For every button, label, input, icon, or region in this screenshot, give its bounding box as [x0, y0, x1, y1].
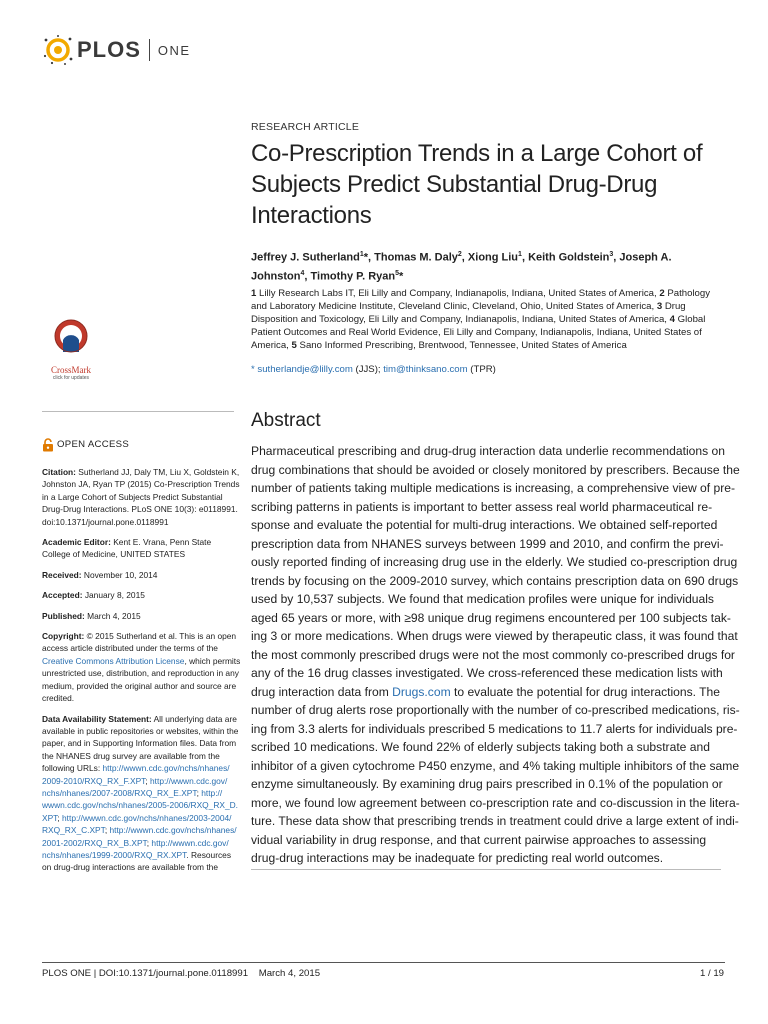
inline-link[interactable]: http://wwwn.cdc.gov/ [151, 837, 229, 848]
sidebar-line: nchs/nhanes/1999-2000/RXQ_RX.XPT. Resources [42, 849, 232, 860]
affiliation-number: 1 [251, 288, 257, 299]
author-name[interactable]: Timothy P. Ryan [310, 270, 396, 283]
sidebar-line: unrestricted use, distribution, and reproduction in any [42, 668, 239, 679]
sidebar-line: on drug-drug interactions are available from the [42, 862, 218, 873]
citation-label: Citation: [42, 467, 76, 477]
sidebar-line: medium, provided the original author and source are [42, 680, 237, 691]
published-value: March 4, 2015 [87, 610, 141, 621]
received-value: November 10, 2014 [83, 569, 158, 580]
corresponding-marker: * [399, 270, 404, 283]
footer-citation: PLOS ONE | DOI:10.1371/journal.pone.0118991 March 4, 2015 [42, 968, 321, 979]
citation-block [42, 466, 240, 528]
affiliation-number: 1 [518, 251, 522, 258]
author-name[interactable]: Jeffrey J. Sutherland [251, 251, 360, 264]
inline-link[interactable]: http://wwwn.cdc.gov/nchs/nhanes/2003-2004/ [62, 812, 232, 823]
affiliation-text: Lilly Research Labs IT, Eli Lilly and Company, Indianapolis, Indiana, United States of America, [259, 288, 657, 299]
accepted-value: January 8, 2015 [84, 590, 145, 601]
author-name[interactable]: Joseph A. Johnston [251, 251, 672, 283]
sidebar-line: the NHANES drug survey are available from the [42, 750, 220, 761]
journal-name: ONE [157, 42, 191, 58]
author-list: Jeffrey J. Sutherland$^1$*, Thomas M. Daly$^2$, Xiong Liu$^1$, Keith Goldstein$^3$, Joseph A. Johnston$^4$, Timothy P. Ryan$^5$* [251, 251, 672, 283]
inline-link[interactable]: 2001-2002/RXQ_RX_B.XPT [42, 837, 147, 848]
email-link-ryan[interactable]: tim@thinksano.com [383, 364, 468, 375]
inline-link[interactable]: http://wwwn.cdc.gov/nchs/nhanes/ [102, 763, 230, 774]
affiliation-text: Drug Disposition and Toxicology, Eli Lilly and Company, Indianapolis, Indiana, United States of America, [251, 301, 686, 325]
abstract-line: enzyme simultaneously. By examining drug pairs prescribed in 0.1% of the population or [251, 777, 723, 791]
abstract-line: drug interaction data from Drugs.com to evaluate the potential for drug interactions. The [251, 684, 721, 699]
email-initials-1: (JJS); [355, 364, 381, 375]
inline-link[interactable]: XPT [42, 812, 58, 823]
inline-link[interactable]: http://wwwn.cdc.gov/nchs/nhanes/ [109, 825, 237, 836]
brand-name: PLOS [77, 37, 141, 62]
affiliation-text: Global Patient Outcomes and Real World Evidence, Eli Lilly and Company, Indianapolis, Indiana, United States of America, [251, 314, 706, 351]
inline-link[interactable]: http://wwwn.cdc.gov/ [150, 775, 228, 786]
published-date [42, 610, 234, 622]
author-name[interactable]: Keith Goldstein [528, 251, 610, 264]
received-label: Received: [42, 569, 82, 580]
abstract-line: drug combinations that should be avoided or closely monitored by prescribers. Because the [251, 462, 740, 477]
inline-link[interactable]: wwwn.cdc.gov/nchs/nhanes/2005-2006/RXQ_RX_D. [42, 800, 238, 811]
crossmark-label: CrossMark [51, 365, 91, 375]
data-availability-block [42, 713, 239, 874]
editor-label: Academic Editor: [42, 537, 111, 548]
sidebar-line: 2009-2010/RXQ_RX_F.XPT; http://wwwn.cdc.gov/ [42, 775, 228, 786]
inline-link[interactable]: Drugs.com [392, 684, 451, 699]
sidebar-line: Drug-Drug Interactions. PLoS ONE 10(3): e0118991. [42, 504, 238, 515]
page-number: 1 / 19 [699, 968, 724, 979]
affiliation-number: 1 [359, 251, 364, 258]
inline-link[interactable]: http:// [201, 787, 223, 798]
abstract-line: number of drug alerts rose proportionally with the number of co-prescribed medications, ris- [251, 703, 740, 717]
abstract-line: vidual variability in drug response, and that current pairwise approaches to assessing [251, 832, 707, 847]
inline-link[interactable]: nchs/nhanes/1999-2000/RXQ_RX.XPT [42, 849, 187, 860]
sidebar-line: RXQ_RX_C.XPT; http://wwwn.cdc.gov/nchs/nhanes/ [42, 825, 237, 836]
logo-divider [149, 39, 150, 61]
email-initials-2: (TPR) [470, 364, 496, 375]
abstract-line: drug-drug interactions may be inadequate for predicting real world outcomes. [251, 851, 664, 865]
crossmark-icon [42, 318, 100, 358]
corresponding-marker: * [363, 251, 369, 264]
affiliation-number: 4 [300, 269, 305, 277]
abstract-line: ing from 3.3 alerts for individuals prescribed 5 medications to 11.7 alerts for individuals pre- [251, 721, 738, 736]
affiliation-number: 3 [609, 251, 614, 258]
sidebar-line: access article distributed under the terms of the [42, 643, 218, 654]
abstract-line: scribing patterns in patients is important to better assess real world pharmaceutical re- [251, 499, 713, 514]
article-info-sidebar [42, 438, 241, 882]
abstract-line: the most commonly prescribed drugs were not the most commonly co-prescribed drugs for [251, 647, 735, 662]
sidebar-line: Academic Editor: Kent E. Vrana, Penn State [42, 537, 212, 548]
article-title: Co-Prescription Trends in a Large Cohort of Subjects Predict Substantial Drug-Drug Interactions [251, 140, 703, 229]
abstract-line: sponse and evaluate the potential for multi-drug interactions. We obtained self-reported [251, 518, 718, 532]
plos-logo-icon [42, 34, 74, 66]
sidebar-line: nchs/nhanes/2007-2008/RXQ_RX_E.XPT; http:// [42, 787, 223, 798]
author-name[interactable]: Thomas M. Daly [374, 251, 458, 264]
affiliation-number: 3 [656, 301, 663, 312]
sidebar-line: paper, and in Supporting Information files. Data from [42, 738, 237, 749]
affiliation-number: 5 [291, 340, 297, 351]
plos-one-logo[interactable] [42, 32, 191, 68]
inline-link[interactable]: RXQ_RX_C.XPT [42, 825, 105, 836]
accepted-date [42, 589, 234, 601]
sidebar-line: 2001-2002/RXQ_RX_B.XPT; http://wwwn.cdc.gov/ [42, 837, 229, 848]
abstract-heading: Abstract [251, 410, 321, 431]
copyright-label: Copyright: [42, 631, 85, 642]
abstract-line: aged 65 years or more, with ≥98 unique drug regimens encountered per 100 subjects tak- [251, 610, 731, 625]
inline-link[interactable]: 2009-2010/RXQ_RX_F.XPT [42, 775, 146, 786]
data-availability-label: Data Availability Statement: [42, 713, 152, 724]
sidebar-line: Creative Commons Attribution License, which permits [42, 655, 241, 666]
affiliation-text: Sano Informed Prescribing, Brentwood, Tennessee, United States of America [299, 340, 627, 351]
abstract-line: prescription data from NHANES surveys between 1999 and 2010, and confirm the previ- [251, 536, 724, 551]
open-access-badge [42, 438, 234, 452]
abstract-line: inhibitor of a given cytochrome P450 enzyme, and 4% taking multiple inhibitors of the same [251, 758, 740, 773]
received-date [42, 569, 234, 581]
crossmark-sublabel: click for updates [52, 375, 90, 381]
sidebar-line: doi:10.1371/journal.pone.0118991 [42, 516, 169, 527]
sidebar-line [42, 799, 238, 811]
abstract-line: used by 10,537 subjects. We found that medication profiles were unique for individuals [251, 592, 714, 606]
accepted-label: Accepted: [42, 590, 83, 601]
sidebar-line: available in public repositories or websites, within the [42, 725, 239, 736]
abstract-body [251, 442, 740, 868]
footer-divider [42, 962, 725, 963]
corresponding-marker: * [251, 364, 255, 375]
affiliation-number: 5 [395, 269, 399, 277]
abstract-divider [251, 869, 721, 870]
abstract-line: ing 3 or more medications. When drugs were viewed by therapeutic class, it was found that [251, 629, 738, 643]
sidebar-line: College of Medicine, UNITED STATES [42, 549, 186, 560]
abstract-line: trends by focusing on the 2009-2010 survey, which contains prescription data on 690 drugs [251, 573, 739, 588]
crossmark-badge[interactable] [42, 318, 100, 381]
email-link-sutherland[interactable]: sutherlandje@lilly.com [257, 364, 353, 375]
open-access-label: OPEN ACCESS [57, 438, 130, 450]
affiliation-number: 4 [669, 314, 675, 325]
inline-link[interactable]: nchs/nhanes/2007-2008/RXQ_RX_E.XPT [42, 787, 197, 798]
open-lock-icon [42, 438, 54, 452]
affiliation-text: Pathology and Laboratory Medicine Institute, Cleveland Clinic, Cleveland, Ohio, United States of America, [251, 288, 711, 312]
sidebar-line: following URLs: http://wwwn.cdc.gov/nchs/nhanes/ [42, 763, 230, 774]
published-label: Published: [42, 610, 85, 621]
affiliation-list [251, 287, 721, 352]
abstract-line: more, we found low agreement between co-prescription rate and co-discussion in the litera- [251, 795, 740, 810]
affiliation-number: 2 [457, 251, 462, 258]
sidebar-line: XPT; http://wwwn.cdc.gov/nchs/nhanes/2003-2004/ [42, 812, 232, 823]
sidebar-line: Johnston JA, Ryan TP (2015) Co-Prescription Trends [42, 479, 240, 490]
sidebar-divider [42, 411, 234, 412]
abstract-line: number of patients taking multiple medications is increasing, a comprehensive view of pre- [251, 481, 735, 495]
inline-link[interactable]: Creative Commons Attribution License [42, 655, 185, 666]
corresponding-authors [251, 364, 496, 375]
academic-editor-block [42, 536, 234, 561]
abstract-line: Pharmaceutical prescribing and drug-drug interaction data underlie recommendations on [251, 444, 725, 458]
affiliation-number: 2 [659, 288, 665, 299]
sidebar-line: Data Availability Statement: All underlying data are [42, 713, 237, 724]
copyright-block [42, 630, 241, 704]
sidebar-line: Citation: Sutherland JJ, Daly TM, Liu X, Goldstein K, [42, 467, 240, 477]
sidebar-line: in a Large Cohort of Subjects Predict Substantial [42, 491, 223, 502]
abstract-line: scribed 10 medications. We found 22% of elderly subjects taking both a substrate and [251, 740, 710, 754]
abstract-line: any of the 16 drug classes investigated. We cross-referenced these medication lists with [251, 666, 723, 680]
sidebar-line: credited. [42, 693, 75, 704]
abstract-line: ously reported finding of increasing drug use in the elderly. We studied co-prescription drug [251, 555, 738, 569]
article-type: RESEARCH ARTICLE [251, 121, 360, 133]
abstract-line: ture. These data show that prescribing trends in treatment could drive a large extent of indi- [251, 814, 739, 828]
sidebar-line: Copyright: © 2015 Sutherland et al. This is an open [42, 631, 237, 642]
author-name[interactable]: Xiong Liu [467, 251, 519, 264]
